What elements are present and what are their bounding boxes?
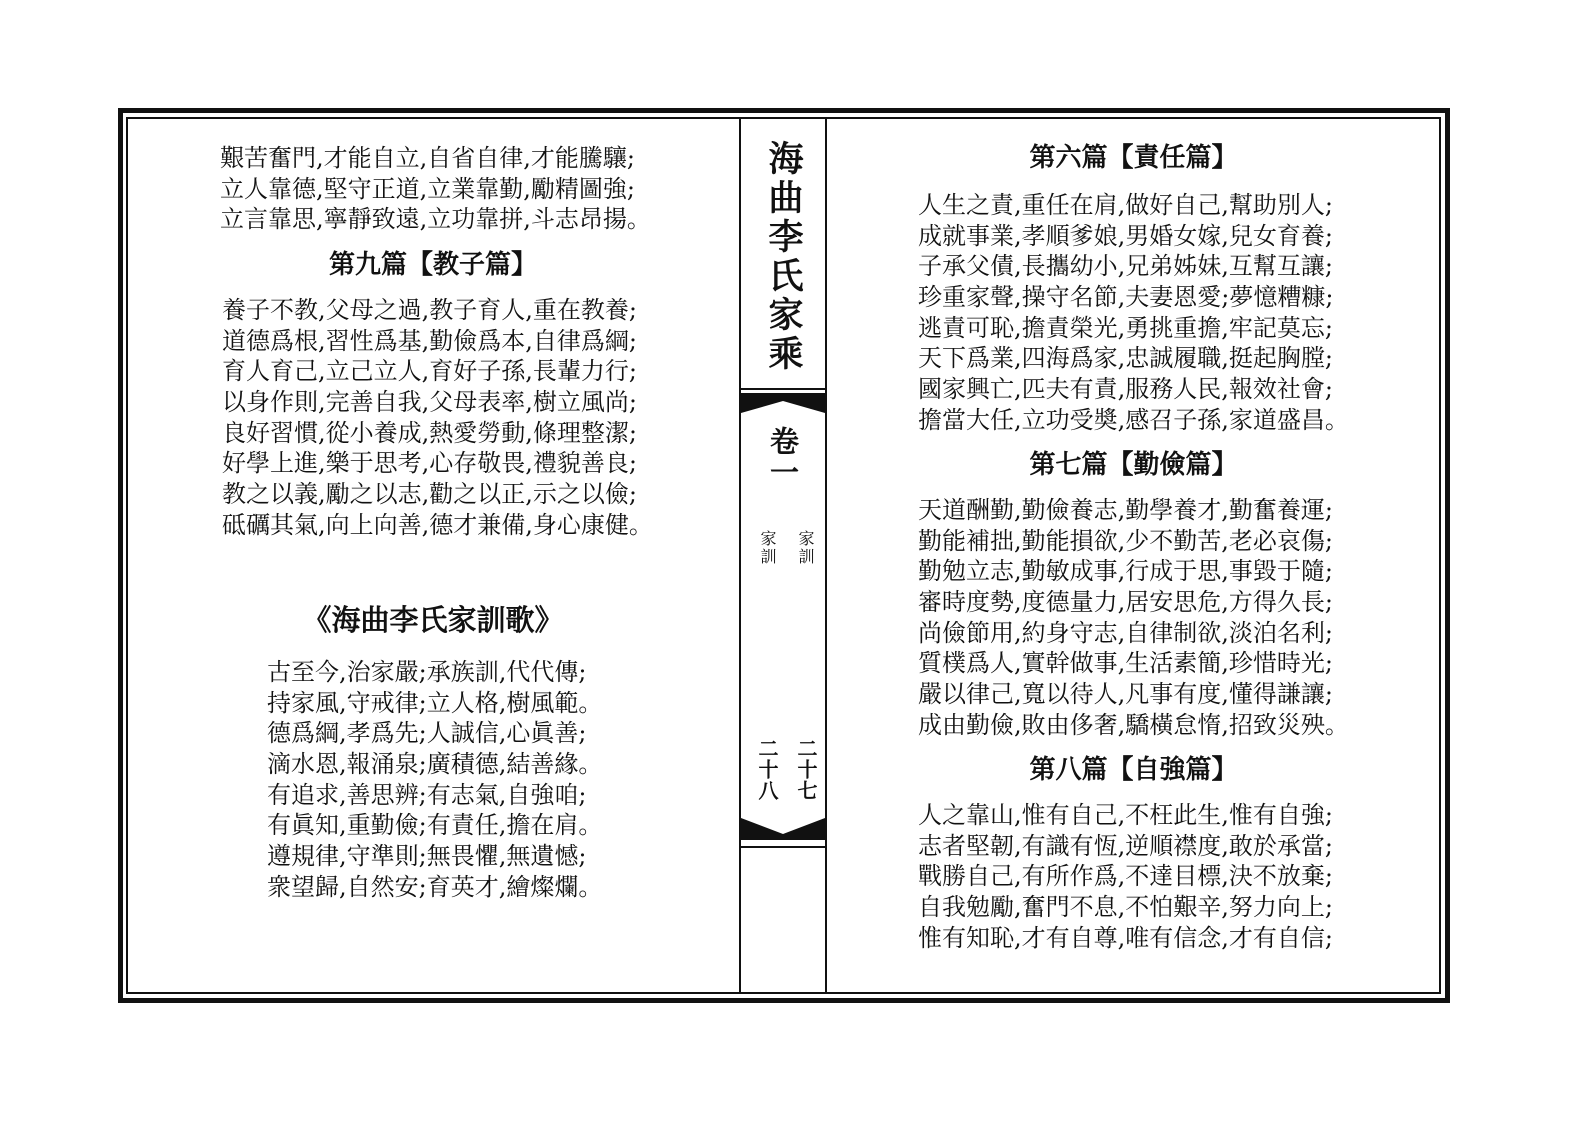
text-line: 艱苦奮門,才能自立,自省自律,才能騰驤; <box>220 144 635 172</box>
song-line: 有眞知,重勤儉;有責任,擔在肩。 <box>267 811 603 840</box>
text-line: 勤勉立志,勤敏成事,行成于思,事毀于隨; <box>918 557 1333 586</box>
page-number-right: 二十七 <box>794 738 818 801</box>
text-line: 勤能補拙,勤能損欲,少不勤苦,老必哀傷; <box>918 526 1333 555</box>
volume-label: 卷一 <box>766 426 800 488</box>
chapter-6-text <box>918 190 1349 436</box>
text-line: 戰勝自己,有所作爲,不達目標,決不放棄; <box>918 862 1333 891</box>
song-line: 衆望歸,自然安;育英才,繪燦爛。 <box>267 872 603 901</box>
text-line: 審時度勢,度德量力,居安思危,方得久長; <box>918 588 1333 617</box>
book-title: 海曲李氏家乘 <box>763 140 804 374</box>
text-line: 立人靠德,堅守正道,立業靠勤,勵精圖強; <box>220 174 635 203</box>
chapter-9-title: 第九篇【教子篇】 <box>328 250 537 280</box>
chapter-6-title: 第六篇【責任篇】 <box>1029 143 1238 173</box>
song-line: 持家風,守戒律;立人格,樹風範。 <box>267 688 603 717</box>
text-line: 擔當大任,立功受奬,感召子孫,家道盛昌。 <box>918 405 1349 434</box>
song-line: 遵規律,守準則;無畏懼,無遺憾; <box>267 842 587 871</box>
text-line: 珍重家聲,操守名節,夫妻恩愛;夢憶糟糠; <box>918 283 1334 312</box>
text-line: 以身作則,完善自我,父母表率,樹立風尚; <box>222 388 637 417</box>
text-line: 天下爲業,四海爲家,忠誠履職,挺起胸膛; <box>918 344 1333 373</box>
chapter-8-text <box>918 800 1333 953</box>
text-line: 好學上進,樂于思考,心存敬畏,禮貌善良; <box>222 449 637 478</box>
text-line: 養子不教,父母之過,教子育人,重在教養; <box>222 296 637 324</box>
lower-fishtail <box>741 818 825 840</box>
chapter-9-text <box>222 295 653 541</box>
text-line: 立言靠思,寧靜致遠,立功靠拼,斗志昂揚。 <box>220 205 651 234</box>
upper-fishtail <box>741 393 825 413</box>
text-line: 逃責可恥,擔責榮光,勇挑重擔,牢記莫忘; <box>918 313 1333 342</box>
text-line: 尚儉節用,約身守志,自律制欲,淡泊名利; <box>918 618 1333 647</box>
chapter-7-title: 第七篇【勤儉篇】 <box>1029 450 1238 480</box>
text-line: 天道酬勤,勤儉養志,勤學養才,勤奮養運; <box>918 496 1333 524</box>
text-line: 志者堅韌,有識有恆,逆順襟度,敢於承當; <box>918 831 1333 860</box>
text-line: 砥礪其氣,向上向善,德才兼備,身心康健。 <box>222 510 653 539</box>
text-line: 育人育己,立己立人,育好子孫,長輩力行; <box>222 357 637 386</box>
song-line: 滴水恩,報涌泉;廣積德,結善緣。 <box>267 750 603 779</box>
text-line: 質樸爲人,實幹做事,生活素簡,珍惜時光; <box>918 649 1333 678</box>
text-line: 良好習慣,從小養成,熱愛勞動,條理整潔; <box>222 418 637 447</box>
text-line: 道德爲根,習性爲基,勤儉爲本,自律爲綱; <box>222 326 637 355</box>
text-line: 成就事業,孝順爹娘,男婚女嫁,兒女育養; <box>918 221 1333 250</box>
text-line: 教之以義,勵之以志,勸之以正,示之以儉; <box>222 480 637 509</box>
text-line: 嚴以律己,寬以待人,凡事有度,懂得謙讓; <box>918 680 1333 709</box>
text-line: 國家興亡,匹夫有責,服務人民,報效社會; <box>918 375 1333 404</box>
page-number-left: 二十八 <box>755 738 779 801</box>
text-line: 成由勤儉,敗由侈奢,驕橫怠惰,招致災殃。 <box>918 710 1349 739</box>
section-label-right: 家訓 <box>796 530 815 566</box>
song-line: 古至今,治家嚴;承族訓,代代傳; <box>267 658 587 686</box>
text-line: 人之靠山,惟有自己,不枉此生,惟有自強; <box>918 801 1333 829</box>
text-line: 人生之責,重任在肩,做好自己,幫助別人; <box>918 191 1333 219</box>
text-line: 自我勉勵,奮門不息,不怕艱辛,努力向上; <box>918 893 1333 922</box>
song-line: 德爲綱,孝爲先;人誠信,心眞善; <box>267 719 587 748</box>
song-text <box>267 657 602 903</box>
song-title: 《海曲李氏家訓歌》 <box>302 603 564 637</box>
section-label-left: 家訓 <box>758 530 777 566</box>
chapter-7-text <box>918 495 1349 741</box>
song-line: 有追求,善思辨;有志氣,自強咱; <box>267 780 587 809</box>
text-line: 子承父債,長攜幼小,兄弟姊妹,互幫互讓; <box>918 252 1333 281</box>
chapter-8-title: 第八篇【自強篇】 <box>1029 755 1238 785</box>
text-line: 惟有知恥,才有自尊,唯有信念,才有自信; <box>918 923 1333 952</box>
continued-text-block <box>220 143 651 235</box>
